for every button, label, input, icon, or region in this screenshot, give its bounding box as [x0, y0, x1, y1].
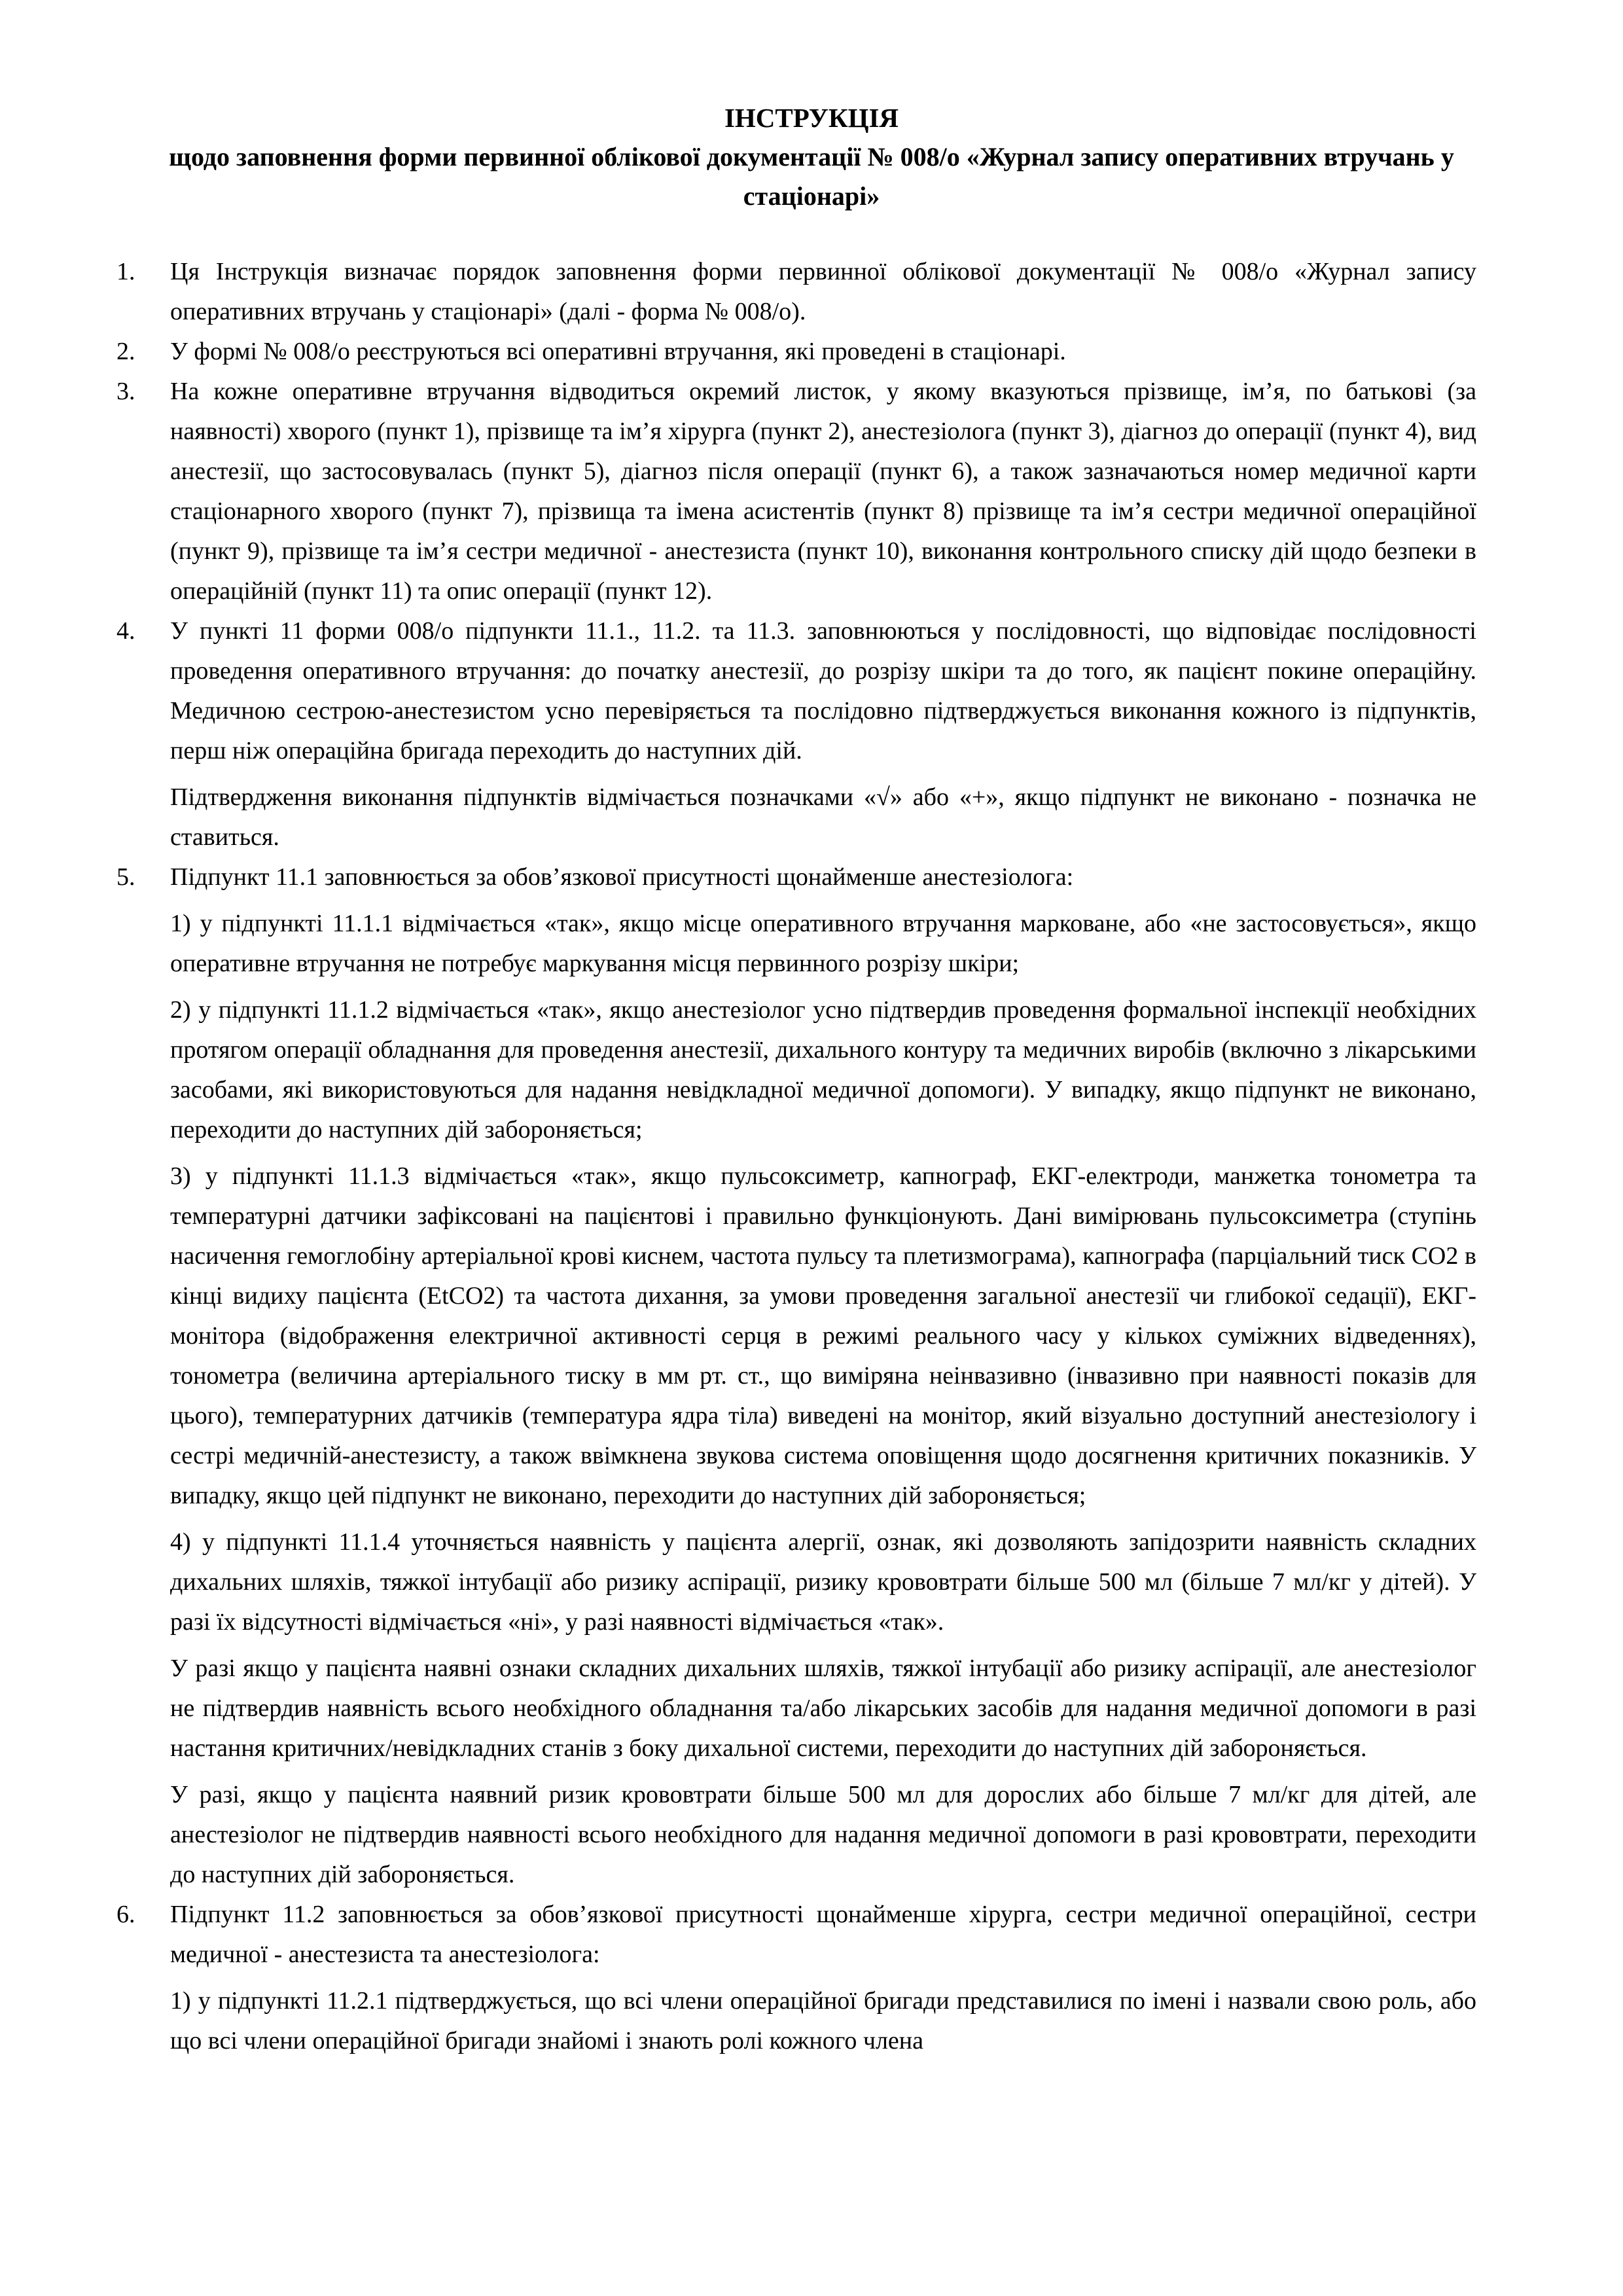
item-paragraph: У пункті 11 форми 008/о підпункти 11.1., 11.2. та 11.3. заповнюються у послідовності, що відповідає послідовності проведення оперативного втручання: до початку анестезії, до розрізу шкіри та до того, як пацієнт покине операційну. Медичною сестрою-анестезистом усно перевіряється та послідовно підтверджується виконання кожного із підпунктів, перш ніж операційна бригада переходить до наступних дій.: [170, 617, 1476, 764]
list-item: [116, 372, 1476, 611]
item-number: 4.: [116, 617, 135, 645]
item-number: 6.: [116, 1901, 135, 1928]
subitem-paragraph: 2) у підпункті 11.1.2 відмічається «так», якщо анестезіолог усно підтвердив проведення формальної інспекції необхідних протягом операції обладнання для проведення анестезії, дихального контуру та медичних виробів (включно з лікарськими засобами, які використовуються для надання невідкладної медичної допомоги). У випадку, якщо підпункт не виконано, переходити до наступних дій забороняється;: [170, 996, 1476, 1143]
item-paragraph: Ця Інструкція визначає порядок заповнення форми первинної облікової документації № 008/о «Журнал запису оперативних втручань у стаціонарі» (далі - форма № 008/о).: [170, 258, 1476, 325]
item-paragraph: На кожне оперативне втручання відводиться окремий листок, у якому вказуються прізвище, ім’я, по батькові (за наявності) хворого (пункт 1), прізвище та ім’я хірурга (пункт 2), анестезіолога (пункт 3), діагноз до операції (пункт 4), вид анестезії, що застосовувалась (пункт 5), діагноз після операції (пункт 6), а також зазначаються номер медичної карти стаціонарного хворого (пункт 7), прізвища та імена асистентів (пункт 8) прізвище та ім’я сестри медичної операційної (пункт 9), прізвище та ім’я сестри медичної - анестезиста (пункт 10), виконання контрольного списку дій щодо безпеки в операційній (пункт 11) та опис операції (пункт 12).: [170, 378, 1476, 605]
list-item: [116, 857, 1476, 1895]
item-paragraph: Підпункт 11.1 заповнюється за обов’язкової присутності щонайменше анестезіолога:: [170, 863, 1074, 891]
item-number: 1.: [116, 258, 135, 285]
item-paragraph: Підтвердження виконання підпунктів відмічається позначками «√» або «+», якщо підпункт не виконано - позначка не ставиться.: [170, 783, 1476, 851]
subitem-paragraph: 4) у підпункті 11.1.4 уточняється наявність у пацієнта алергії, ознак, які дозволяють запідозрити наявність складних дихальних шляхів, тяжкої інтубації або ризику аспірації, ризику крововтрати більше 500 мл (більше 7 мл/кг у дітей). У разі їх відсутності відмічається «ні», у разі наявності відмічається «так».: [170, 1528, 1476, 1636]
document-header: [98, 98, 1525, 216]
item-number: 5.: [116, 863, 135, 891]
item-number: 2.: [116, 338, 135, 365]
subitem-paragraph: 3) у підпункті 11.1.3 відмічається «так», якщо пульсоксиметр, капнограф, ЕКГ-електроди, манжетка тонометра та температурні датчики зафіксовані на пацієнтові і правильно функціонують. Дані вимірювань пульсоксиметра (ступінь насичення гемоглобіну артеріальної крові киснем, частота пульсу та плетизмограма), капнографа (парціальний тиск CO2 в кінці видиху пацієнта (EtCO2) та частота дихання, за умови проведення загальної анестезії чи глибокої седації), ЕКГ-монітора (відображення електричної активності серця в режимі реального часу у кількох суміжних відведеннях), тонометра (величина артеріального тиску в мм рт. ст., що виміряна неінвазивно (інвазивно при наявності показів для цього), температурних датчиків (температура ядра тіла) виведені на монітор, який візуально доступний анестезіологу і сестрі медичній-анестезисту, а також ввімкнена звукова система оповіщення щодо досягнення критичних показників. У випадку, якщо цей підпункт не виконано, переходити до наступних дій забороняється;: [170, 1162, 1476, 1509]
subitem-paragraph: У разі якщо у пацієнта наявні ознаки складних дихальних шляхів, тяжкої інтубації або ризику аспірації, але анестезіолог не підтвердив наявність всього необхідного обладнання та/або лікарських засобів для надання медичної допомоги в разі настання критичних/невідкладних станів з боку дихальної системи, переходити до наступних дій забороняється.: [170, 1655, 1476, 1762]
list-item: [116, 332, 1476, 372]
subitem-paragraph: 1) у підпункті 11.2.1 підтверджується, що всі члени операційної бригади представилися по імені і назвали свою роль, або що всі члени операційної бригади знайомі і знають ролі кожного члена: [170, 1987, 1476, 2054]
item-number: 3.: [116, 378, 135, 405]
instruction-list: [116, 252, 1476, 2061]
item-paragraph: Підпункт 11.2 заповнюється за обов’язкової присутності щонайменше хірурга, сестри медичної операційної, сестри медичної - анестезиста та анестезіолога:: [170, 1901, 1476, 1968]
list-item: [116, 1895, 1476, 2061]
item-paragraph: У формі № 008/о реєструються всі оперативні втручання, які проведені в стаціонарі.: [170, 338, 1066, 365]
list-item: [116, 611, 1476, 857]
subitem-paragraph: У разі, якщо у пацієнта наявний ризик крововтрати більше 500 мл для дорослих або більше 7 мл/кг для дітей, але анестезіолог не підтвердив наявності всього необхідного для надання медичної допомоги в разі крововтрати, переходити до наступних дій забороняється.: [170, 1781, 1476, 1888]
list-item: [116, 252, 1476, 332]
document-subtitle: щодо заповнення форми первинної облікової документації № 008/о «Журнал запису оперативних втручань у стаціонарі»: [169, 142, 1454, 211]
document-title: ІНСТРУКЦІЯ: [724, 103, 899, 133]
subitem-paragraph: 1) у підпункті 11.1.1 відмічається «так», якщо місце оперативного втручання марковане, або «не застосовується», якщо оперативне втручання не потребує маркування місця первинного розрізу шкіри;: [170, 910, 1476, 977]
